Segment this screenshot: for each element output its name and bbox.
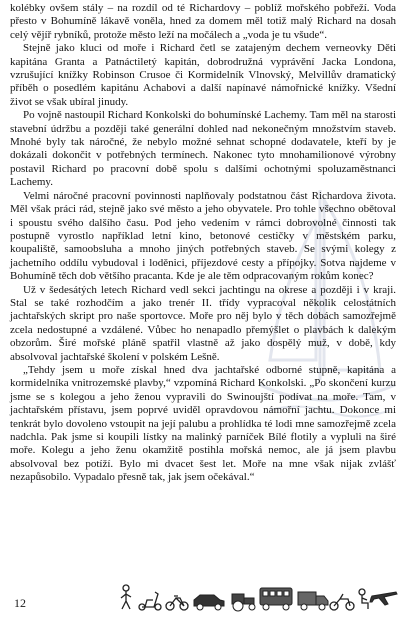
truck-icon [298, 592, 328, 610]
bus-icon [260, 588, 292, 610]
car-icon [194, 595, 224, 610]
paragraph: kolébky ovšem stály – na rozdíl od té Richardovy – poblíž mořského pobřeží. Voda přesto v Bohumíně lákavě voněla, hned za domem měl totiž malý Richard na dosah celý vějíř rybníků, protože město leží na močálech a „voda je tu všude“. [10, 2, 396, 41]
body-text [10, 2, 396, 485]
paragraph: „Tehdy jsem u moře získal hned dva jachtařské odborné stupně, kapitána a kormidelníka vnitrozemské plavby,“ vzpomíná Richard Konkolski. „Po skončení kurzu jsme se s kolegou a jeho ženou vypravili do Swinoujští podívat na moře. Tam, v jachtařském přístavu, jsem poprvé uviděl opravdovou námořní jachtu. Dokonce mi tenkrát bylo dovoleno vstoupit na její palubu a prohlídka té lodi mne samozřejmě zcela nadchla. Pak jsme si koupili lístky na malinký parníček Bílé flotily a vypluli na širé moře. Kolegu a jeho ženu okamžitě postihla mořská nemoc, ale já jsem plavbu absolvoval bez potíží. Bylo mi dvacet šest let. Moře na mne však nijak zvlášť nezapůsobilo. Vypadalo přesně tak, jak jsem očekával.“ [10, 363, 396, 484]
vehicles-vignette [118, 580, 398, 612]
airplane-icon [370, 592, 397, 605]
tractor-icon [232, 594, 255, 611]
paragraph: Už v šedesátých letech Richard vedl sekci jachtingu na okrese a později i v kraji. Stal se také rozhodčím a jako trenér II. třídy vypracoval několik celostátních jachtařských skript pro naše sportovce. Moře pro něj bylo v těch dobách samozřejmě zcela nedostupné a vzdálené. Vůbec ho nenapadlo přemýšlet o plavbách k dalekým obzorům. Širé mořské pláně spatřil vlastně až jako dospělý muž, v době, kdy absolvoval jachtařské školení v polském Lešně. [10, 283, 396, 363]
paragraph: Velmi náročné pracovní povinnosti naplňovaly podstatnou část Richardova života. Měl však práci rád, stejně jako své město a jeho obyvatele. Pro tohle všechno obětoval i spoustu svého dalšího času. Pod jeho vedením v rámci dobrovolné činnosti tak postupně vyrostlo například letní kino, betonové cestičky v městském parku, koupaliště, samoobsluha a mnoho jiných potřebných staveb. Se svými kolegy z jachetního oddílu vybudoval i loděnici, příjezdové cesty a přípojky. Sotva najdeme v Bohumíně těch dob většího pracanta. Kde je ale těm odpracovaným rokům konec? [10, 189, 396, 283]
paragraph: Stejně jako kluci od moře i Richard četl se zatajeným dechem verneovky Děti kapitána Granta a Patnáctiletý kapitán, dobrodružná vyprávění Jacka Londona, vzrušující knížky Robinson Crusoe či Kormidelník Vlnovský, Melvillův dramatický příběh o posedlém kapitánu Achabovi a další napínavé námořnické knížky. Všední život se však ubíral jinudy. [10, 42, 396, 108]
bicycle-icon [166, 596, 188, 610]
motorcycle-icon [330, 594, 354, 610]
paragraph: Po vojně nastoupil Richard Konkolski do bohumínské Lachemy. Tam měl na starosti stavební údržbu a později také generální dohled nad nekonečným množstvím staveb. Mnohé byly tak náročné, že nebylo možné sehnat schopné dodavatele, kteří by je dokázali dokončit v potřebných termínech. Nakonec tyto mnohamilionové výrobny postavil Richard po pracovní době spolu s dalšími ochotnými spoluzaměstnanci Lachemy. [10, 109, 396, 189]
page-number: 12 [14, 596, 26, 610]
seated-figure-icon [359, 589, 368, 609]
walking-figure-icon [121, 585, 131, 609]
scooter-icon [139, 592, 161, 610]
